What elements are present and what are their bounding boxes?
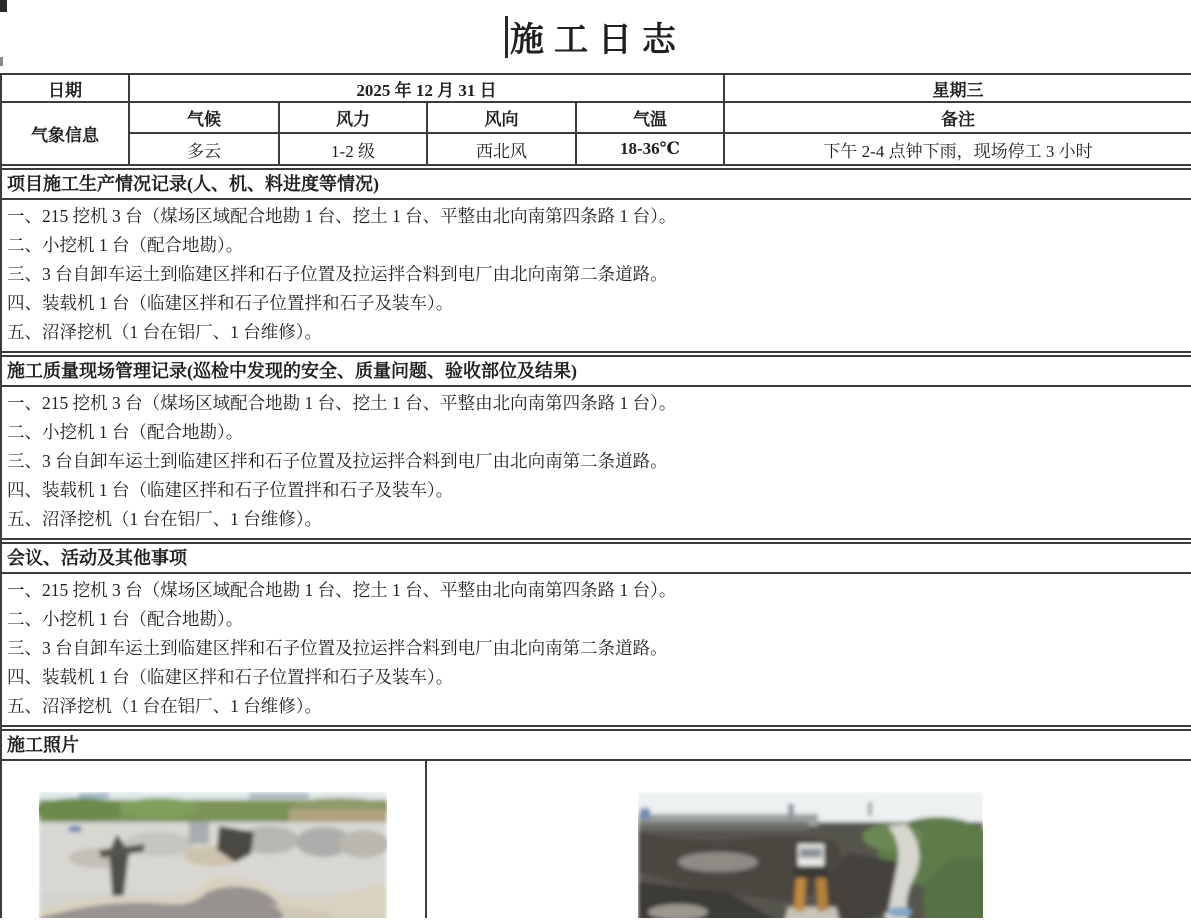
- page-title[interactable]: [505, 12, 686, 61]
- remark-header-cell[interactable]: 备注: [725, 103, 1191, 134]
- photo-cell-divider: [425, 761, 427, 918]
- construction-photo-left[interactable]: [39, 792, 387, 918]
- date-label-cell[interactable]: 日期: [2, 75, 130, 103]
- section-quality-items: [2, 387, 1191, 540]
- list-item[interactable]: 二、小挖机 1 台（配合地勘）。: [7, 609, 244, 629]
- wind-force-value-cell[interactable]: 1-2 级: [280, 134, 428, 166]
- list-item[interactable]: 三、3 台自卸车运土到临建区拌和石子位置及拉运拌合料到电厂由北向南第二条道路。: [7, 264, 668, 284]
- list-item[interactable]: 一、215 挖机 3 台（煤场区域配合地勘 1 台、挖土 1 台、平整由北向南第四条路 1 台）。: [7, 206, 677, 226]
- climate-header-cell[interactable]: 气候: [130, 103, 280, 134]
- wind-dir-header-cell[interactable]: 风向: [428, 103, 577, 134]
- page-edge-tick: [0, 57, 3, 66]
- weather-label-cell[interactable]: 气象信息: [2, 103, 130, 166]
- list-item[interactable]: 四、装载机 1 台（临建区拌和石子位置拌和石子及装车）。: [7, 293, 454, 313]
- document-title-row: [0, 0, 1191, 73]
- remark-value-cell[interactable]: 下午 2-4 点钟下雨，现场停工 3 小时: [725, 134, 1191, 166]
- list-item[interactable]: 二、小挖机 1 台（配合地勘）。: [7, 235, 244, 255]
- section-title-photos[interactable]: 施工照片: [2, 729, 1191, 761]
- construction-photos-cell: [2, 761, 1191, 918]
- list-item[interactable]: 四、装载机 1 台（临建区拌和石子位置拌和石子及装车）。: [7, 480, 454, 500]
- section-title-meetings[interactable]: 会议、活动及其他事项: [2, 542, 1191, 574]
- date-value-cell[interactable]: 2025 年 12 月 31 日: [130, 75, 725, 103]
- construction-photo-right[interactable]: [638, 792, 983, 918]
- weekday-cell[interactable]: 星期三: [725, 75, 1191, 103]
- section-title-production-record[interactable]: 项目施工生产情况记录(人、机、料进度等情况): [2, 168, 1191, 200]
- list-item[interactable]: 一、215 挖机 3 台（煤场区域配合地勘 1 台、挖土 1 台、平整由北向南第四条路 1 台）。: [7, 393, 677, 413]
- list-item[interactable]: 五、沼泽挖机（1 台在铝厂、1 台维修）。: [7, 509, 322, 529]
- list-item[interactable]: 二、小挖机 1 台（配合地勘）。: [7, 422, 244, 442]
- text-cursor: [505, 16, 508, 58]
- wind-dir-value-cell[interactable]: 西北风: [428, 134, 577, 166]
- weather-info-table: [2, 75, 1191, 166]
- section-production-items: [2, 200, 1191, 353]
- list-item[interactable]: 五、沼泽挖机（1 台在铝厂、1 台维修）。: [7, 696, 322, 716]
- list-item[interactable]: 三、3 台自卸车运土到临建区拌和石子位置及拉运拌合料到电厂由北向南第二条道路。: [7, 451, 668, 471]
- section-meetings-items: [2, 574, 1191, 727]
- list-item[interactable]: 五、沼泽挖机（1 台在铝厂、1 台维修）。: [7, 322, 322, 342]
- list-item[interactable]: 三、3 台自卸车运土到临建区拌和石子位置及拉运拌合料到电厂由北向南第二条道路。: [7, 638, 668, 658]
- climate-value-cell[interactable]: 多云: [130, 134, 280, 166]
- page-corner-artifact: [0, 0, 7, 12]
- log-table: [0, 73, 1191, 918]
- page-title-text: 施工日志: [510, 22, 686, 59]
- list-item[interactable]: 四、装载机 1 台（临建区拌和石子位置拌和石子及装车）。: [7, 667, 454, 687]
- temperature-value-cell[interactable]: 18-36℃: [577, 134, 725, 166]
- wind-force-header-cell[interactable]: 风力: [280, 103, 428, 134]
- section-title-quality-record[interactable]: 施工质量现场管理记录(巡检中发现的安全、质量问题、验收部位及结果): [2, 355, 1191, 387]
- list-item[interactable]: 一、215 挖机 3 台（煤场区域配合地勘 1 台、挖土 1 台、平整由北向南第四条路 1 台）。: [7, 580, 677, 600]
- temperature-header-cell[interactable]: 气温: [577, 103, 725, 134]
